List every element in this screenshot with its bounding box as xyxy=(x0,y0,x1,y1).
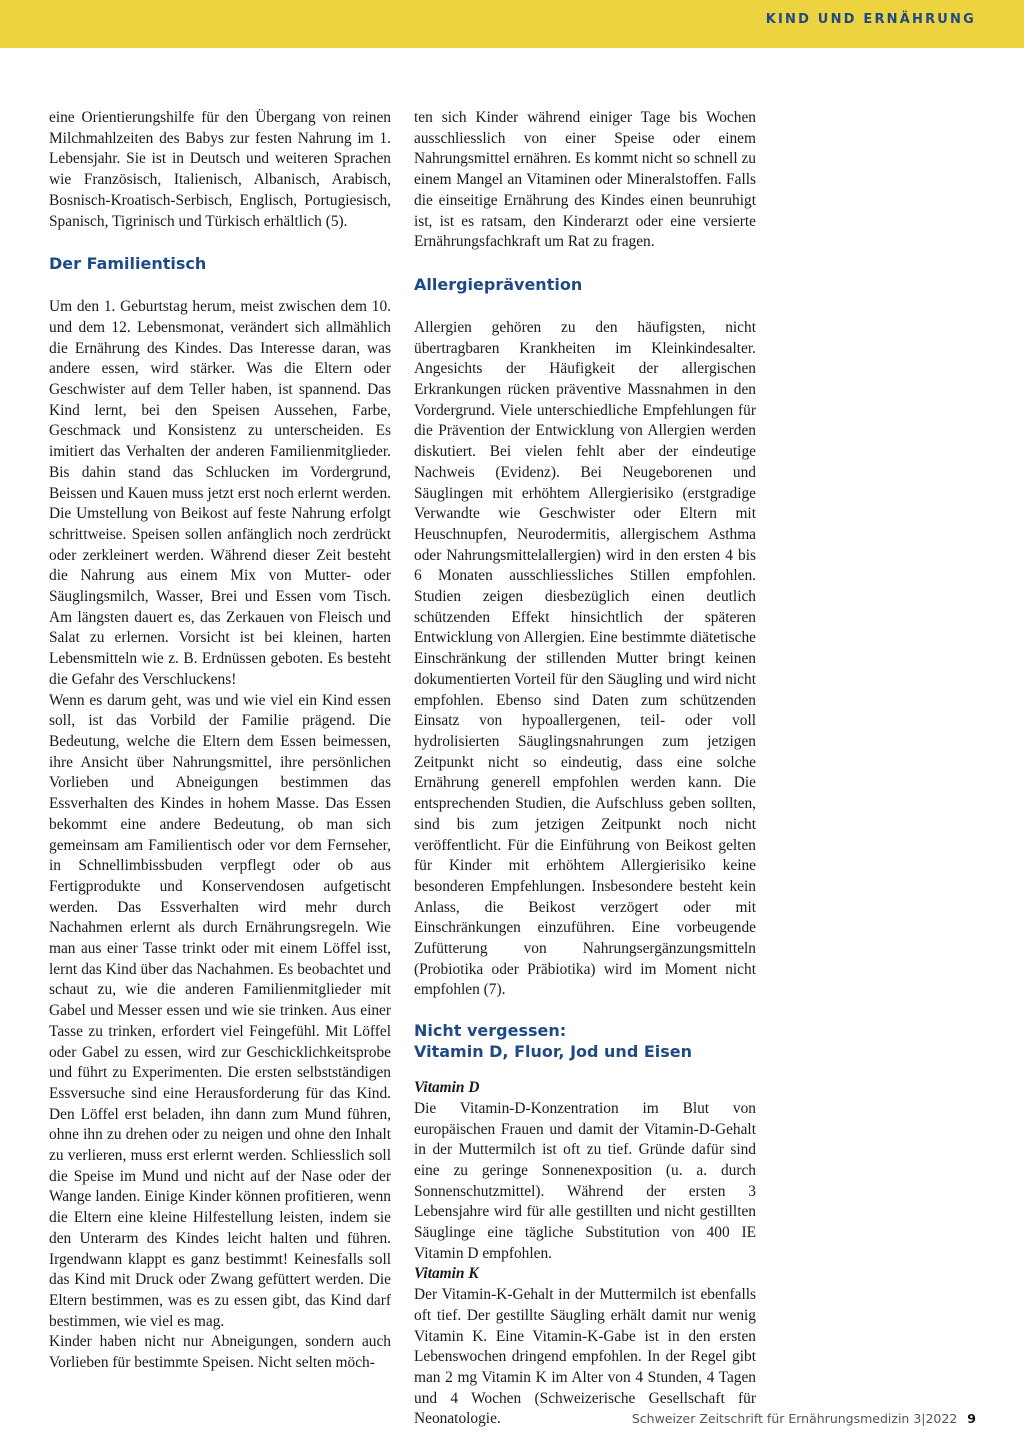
heading-nicht-vergessen-line1: Nicht vergessen: xyxy=(414,1021,567,1041)
journal-title: Schweizer Zeitschrift für Ernährungsmedizin 3|2022 xyxy=(631,1411,958,1426)
paragraph-familientisch-1: Um den 1. Geburtstag herum, meist zwischen dem 10. und dem 12. Lebensmonat, verändert sich allmählich die Ernährung des Kindes. Das Interesse daran, was andere essen, wird stärker. Was die Eltern oder Geschwister auf dem Teller haben, ist spannend. Das Kind lernt, bei den Speisen Aussehen, Farbe, Geschmack und Konsistenz zu unterscheiden. Es imitiert das Verhalten der anderen Familienmitglieder. Bis dahin stand das Schlucken im Vordergrund, Beissen und Kauen muss jetzt erst noch erlernt werden. Die Umstellung von Beikost auf feste Nahrung erfolgt schrittweise. Speisen sollen anfänglich noch zerdrückt oder zerkleinert werden. Während dieser Zeit besteht die Nahrung aus einem Mix von Mutter- oder Säuglingsmilch, Wasser, Brei und Essen vom Tisch. Am längsten dauert es, das Zerkauen von Fleisch und Salat zu erlernen. Vorsicht ist bei kleinen, harten Lebensmitteln wie z. B. Erdnüssen geboten. Es besteht die Gefahr des Verschluckens! xyxy=(49,298,391,688)
paragraph-allergie: Allergien gehören zu den häufigsten, nicht übertragbaren Krankheiten im Kleinkindesalter. Angesichts der Häufigkeit der allergischen Erkrankungen rücken präventive Massnahmen in den Vordergrund. Viele unterschiedliche Empfehlungen für die Prävention der Entwicklung von Allergien werden diskutiert. Bei vielen fehlt aber der eindeutige Nachweis (Evidenz). Bei Neugeborenen und Säuglingen mit erhöhtem Allergierisiko (erstgradige Verwandte wie Geschwister oder Eltern mit Heuschnupfen, Neurodermitis, allergischem Asthma oder Nahrungsmittelallergien) wird in den ersten 4 bis 6 Monaten ausschliessliches Stillen empfohlen. Studien zeigen diesbezüglich einen deutlich schützenden Effekt hinsichtlich der späteren Entwicklung von Allergien. Eine bestimmte diätetische Einschränkung der stillenden Mutter bringt keinen dokumentierten Vorteil für den Säugling und wird nicht empfohlen. Ebenso sind Daten zum schützenden Einsatz von hypoallergenen, teil- oder voll hydrolisierten Säuglingsnahrungen zum jetzigen Zeitpunkt nicht so eindeutig, dass eine solche Ernährung generell empfohlen werden kann. Die entsprechenden Studien, die Aufschluss geben sollten, sind bis zum jetzigen Zeitpunkt noch nicht veröffentlicht. Für die Einführung von Beikost gelten für Kinder mit erhöhtem Allergierisiko keine besonderen Empfehlungen. Insbesondere besteht kein Anlass, die Beikost verzögert oder mit Einschränkungen einzuführen. Eine vorbeugende Zufütterung von Nahrungsergänzungsmitteln (Probiotika oder Präbiotika) wird im Moment nicht empfohlen (7). xyxy=(414,318,756,999)
continued-paragraph: ten sich Kinder während einiger Tage bis Wochen ausschliesslich von einer Speise oder einem Nahrungsmittel ernähren. Es kommt nicht so schnell zu einem Mangel an Vitaminen oder Mineralstoffen. Falls die einseitige Ernährung des Kindes einen beunruhigt ist, ist es ratsam, den Kinderarzt oder eine versierte Ernährungsfachkraft um Rat zu fragen. xyxy=(414,109,756,251)
heading-nicht-vergessen-line2: Vitamin D, Fluor, Jod und Eisen xyxy=(414,1042,693,1062)
paragraph-familientisch-3: Kinder haben nicht nur Abneigungen, sondern auch Vorlieben für bestimmte Speisen. Nicht selten möch- xyxy=(49,1333,391,1372)
page-number: 9 xyxy=(967,1411,976,1426)
page-footer xyxy=(632,1411,976,1426)
section-label: KIND UND ERNÄHRUNG xyxy=(765,12,976,27)
heading-familientisch: Der Familientisch xyxy=(49,254,207,274)
intro-paragraph: eine Orientierungshilfe für den Übergang von reinen Milchmahlzeiten des Babys zur festen Nahrung im 1. Lebensjahr. Sie ist in Deutsch und weiteren Sprachen wie Französisch, Italienisch, Albanisch, Arabisch, Bosnisch-Kroatisch-Serbisch, Englisch, Portugiesisch, Spanisch, Tigrinisch und Türkisch erhältlich (5). xyxy=(49,109,391,230)
right-column xyxy=(414,108,756,1430)
heading-allergieprävention: Allergieprävention xyxy=(414,274,583,294)
header-bar xyxy=(0,0,1024,48)
paragraph-familientisch-2: Wenn es darum geht, was und wie viel ein Kind essen soll, ist das Vorbild der Familie prägend. Die Bedeutung, welche die Eltern dem Essen beimessen, ihre Ansicht über Nahrungsmittel, ihre persönlichen Vorlieben und Abneigungen bestimmen das Essverhalten des Kindes in hohem Masse. Das Essen bekommt eine andere Bedeutung, ob man sich gemeinsam am Familientisch oder vor dem Fernseher, in Schnellimbissbuden verpflegt oder ob aus Fertigprodukte und Konservendosen aufgetischt werden. Das Essverhalten wird mehr durch Nachahmen erlernt als durch Ernährungsregeln. Wie man aus einer Tasse trinkt oder mit einem Löffel isst, lernt das Kind über das Nachahmen. Es beobachtet und schaut zu, wie die anderen Familienmitglieder mit Gabel und Messer essen und wie sie trinken. Aus einer Tasse zu trinken, erfordert viel Feingefühl. Mit Löffel oder Gabel zu essen, wird zur Geschicklichkeitsprobe und führt zu Experimenten. Die ersten selbstständigen Essversuche sind eine Herausforderung für das Kind. Den Löffel erst beladen, ihn dann zum Mund führen, ohne ihn zu drehen oder zu neigen und ohne den Inhalt zu verlieren, muss erst erlernt werden. Schliesslich soll die Speise im Mund und nicht auf der Nase oder der Wange landen. Einige Kinder können profitieren, wenn die Eltern eine kleine Hilfestellung leisten, indem sie den Unterarm des Kindes leicht halten und führen. Irgendwann klappt es ganz bestimmt! Keinesfalls soll das Kind mit Druck oder Zwang gefüttert werden. Die Eltern bestimmen, was es zu essen gibt, das Kind darf bestimmen, wie viel es mag. xyxy=(49,691,391,1330)
heading-nicht-vergessen xyxy=(414,1020,756,1062)
paragraph-vitamin-k: Der Vitamin-K-Gehalt in der Muttermilch ist ebenfalls oft tief. Der gestillte Säugling erhält damit nur wenig Vitamin K. Eine Vitamin-K-Gabe ist in den ersten Lebenswochen dringend empfohlen. In der Regel gibt man 2 mg Vitamin K im Alter von 4 Stunden, 4 Tagen und 4 Wochen (Schweizerische Gesellschaft für Neonatologie. xyxy=(414,1286,756,1428)
subheading-vitamin-k: Vitamin K xyxy=(414,1265,479,1283)
paragraph-vitamin-d: Die Vitamin-D-Konzentration im Blut von europäischen Frauen und damit der Vitamin-D-Gehalt in der Muttermilch ist oft zu tief. Gründe dafür sind eine zu geringe Sonnenexposition (u. a. durch Sonnenschutzmittel). Während der ersten 3 Lebensjahre wird für alle gestillten und nicht gestillten Säuglinge eine tägliche Substitution von 400 IE Vitamin D empfohlen. xyxy=(414,1099,756,1262)
left-column xyxy=(49,108,391,1374)
subheading-vitamin-d: Vitamin D xyxy=(414,1079,480,1097)
